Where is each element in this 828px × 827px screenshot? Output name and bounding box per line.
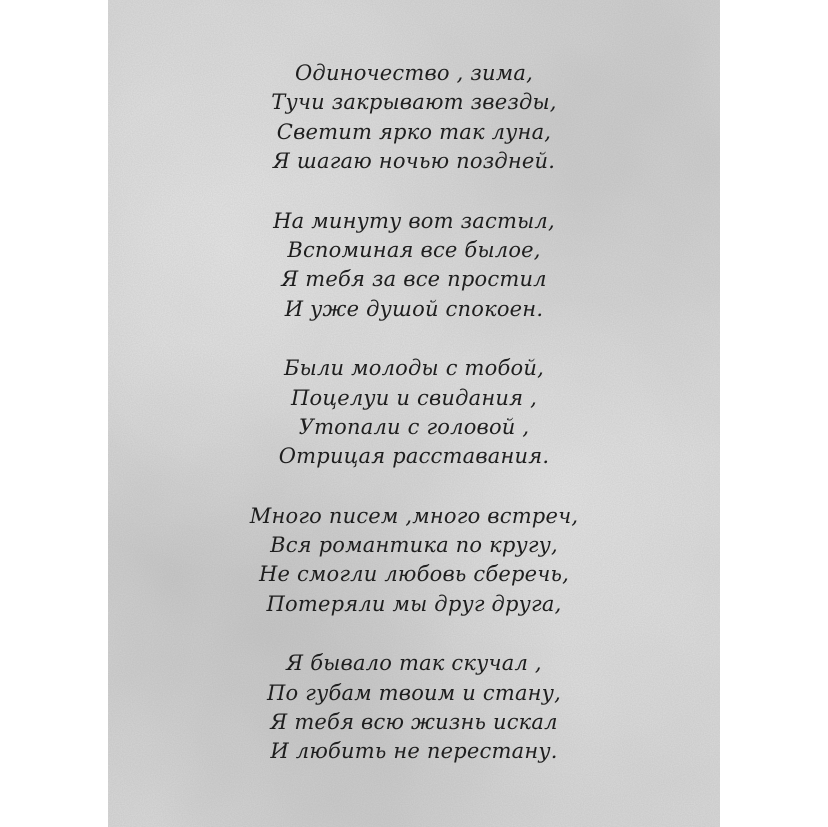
poem-line: Светит ярко так луна,	[276, 119, 552, 144]
poem-line: Потеряли мы друг друга,	[266, 591, 562, 616]
poem-line: Не смогли любовь сберечь,	[258, 562, 570, 587]
poem-line: Одиночество , зима,	[295, 61, 533, 85]
poem-line: Были молоды с тобой,	[284, 356, 544, 381]
poem-line: Я бывало так скучал ,	[286, 651, 542, 676]
poem-line: И любить не перестану.	[270, 739, 558, 764]
poem-line: Вспоминая все былое,	[287, 237, 541, 262]
poem-line: Я шагаю ночью поздней.	[272, 149, 556, 174]
poem-line: Тучи закрывают звезды,	[271, 90, 557, 115]
poem-line: Вся романтика по кругу,	[270, 533, 558, 558]
paper-page	[108, 0, 720, 827]
poem-line: Я тебя всю жизнь искал	[270, 710, 558, 735]
poem-line: По губам твоим и стану,	[267, 680, 561, 705]
stanza-5	[108, 649, 720, 767]
poem-line: На минуту вот застыл,	[273, 208, 555, 233]
stanza-4	[108, 502, 720, 620]
poem	[108, 59, 720, 797]
poem-line: Отрицая расставания.	[278, 444, 550, 469]
poem-line: Поцелуи и свидания ,	[291, 385, 537, 410]
poem-line: Я тебя за все простил	[281, 267, 547, 292]
stanza-3	[108, 354, 720, 472]
poem-line: Утопали с головой ,	[298, 414, 530, 439]
poem-line: Много писем ,много встреч,	[249, 503, 579, 528]
stanza-1	[108, 59, 720, 177]
poem-line: И уже душой спокоен.	[284, 296, 544, 321]
stanza-2	[108, 207, 720, 325]
